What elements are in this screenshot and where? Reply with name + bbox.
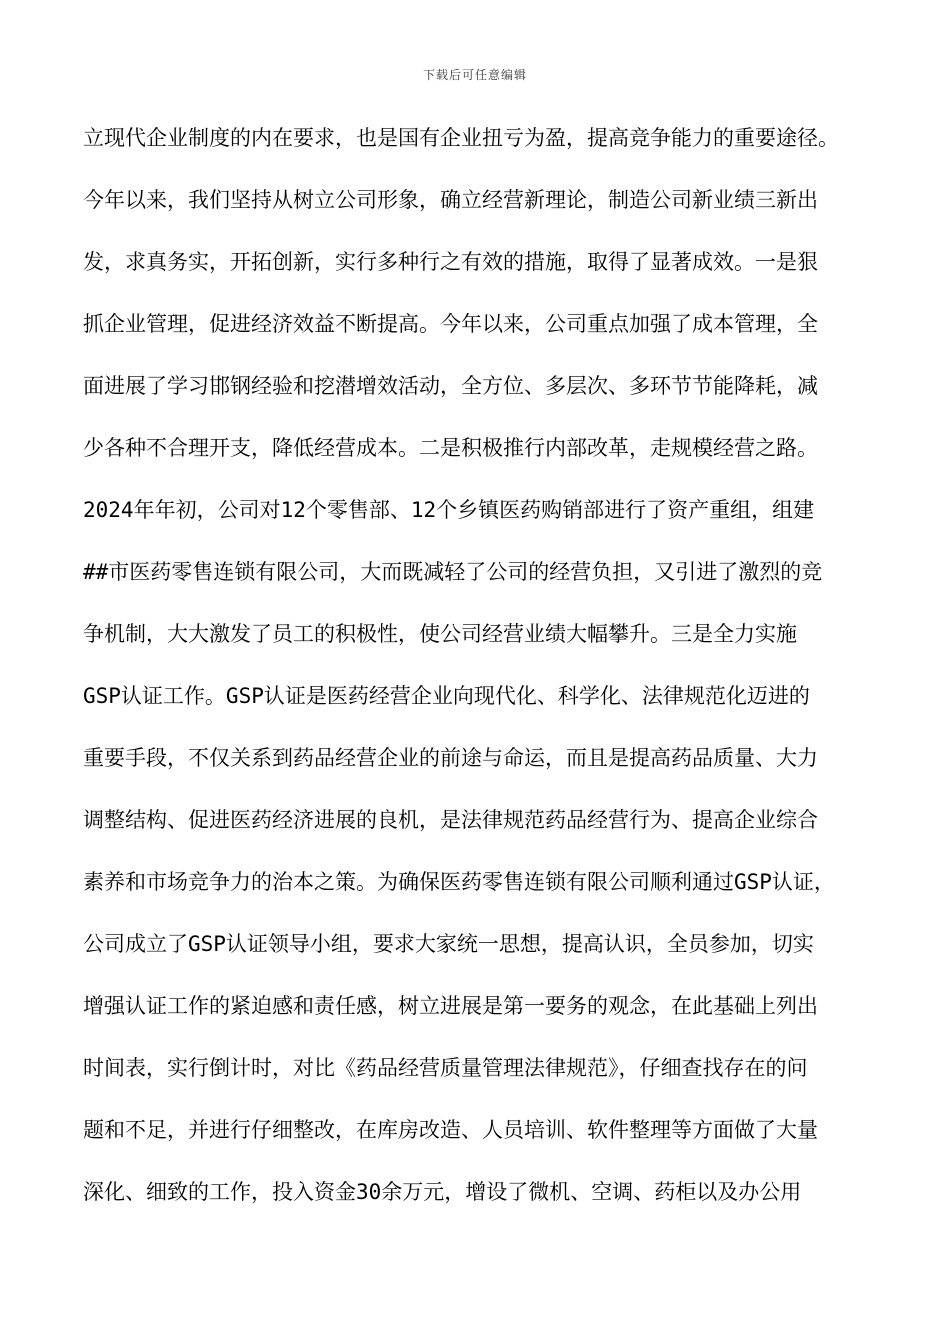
text-line: 调整结构、促进医药经济进展的良机，是法律规范药品经营行为、提高企业综合 [83,808,818,832]
text-line: 发，求真务实，开拓创新，实行多种行之有效的措施，取得了显著成效。一是狠 [83,250,818,274]
document-body [83,120,883,1236]
text-line: 立现代企业制度的内在要求，也是国有企业扭亏为盈，提高竞争能力的重要途径。 [83,126,839,150]
text-line: 少各种不合理开支，降低经营成本。二是积极推行内部改革，走规模经营之路。 [83,436,818,460]
text-line: 公司成立了GSP认证领导小组，要求大家统一思想，提高认识，全员参加，切实 [83,932,814,956]
text-line: 面进展了学习邯钢经验和挖潜增效活动，全方位、多层次、多环节节能降耗，减 [83,374,818,398]
text-line: 争机制，大大激发了员工的积极性，使公司经营业绩大幅攀升。三是全力实施 [83,622,797,646]
text-line: 增强认证工作的紧迫感和责任感，树立进展是第一要务的观念，在此基础上列出 [83,994,818,1018]
text-line: 题和不足，并进行仔细整改，在库房改造、人员培训、软件整理等方面做了大量 [83,1118,818,1142]
text-line: 深化、细致的工作，投入资金30余万元，增设了微机、空调、药柜以及办公用 [83,1180,802,1204]
text-line: ##市医药零售连锁有限公司，大而既减轻了公司的经营负担，又引进了激烈的竞 [83,560,823,584]
header-note: 下载后可任意编辑 [422,68,527,82]
text-line: 重要手段，不仅关系到药品经营企业的前途与命运，而且是提高药品质量、大力 [83,746,818,770]
text-line: GSP认证工作。GSP认证是医药经营企业向现代化、科学化、法律规范化迈进的 [83,684,810,708]
text-line: 抓企业管理，促进经济效益不断提高。今年以来，公司重点加强了成本管理，全 [83,312,818,336]
text-line: 2024年年初，公司对12个零售部、12个乡镇医药购销部进行了资产重组，组建 [83,498,815,522]
text-line: 今年以来，我们坚持从树立公司形象，确立经营新理论，制造公司新业绩三新出 [83,188,818,212]
text-line: 时间表，实行倒计时，对比《药品经营质量管理法律规范》，仔细查找存在的问 [83,1056,808,1080]
text-line: 素养和市场竞争力的治本之策。为确保医药零售连锁有限公司顺利通过GSP认证， [83,870,835,894]
